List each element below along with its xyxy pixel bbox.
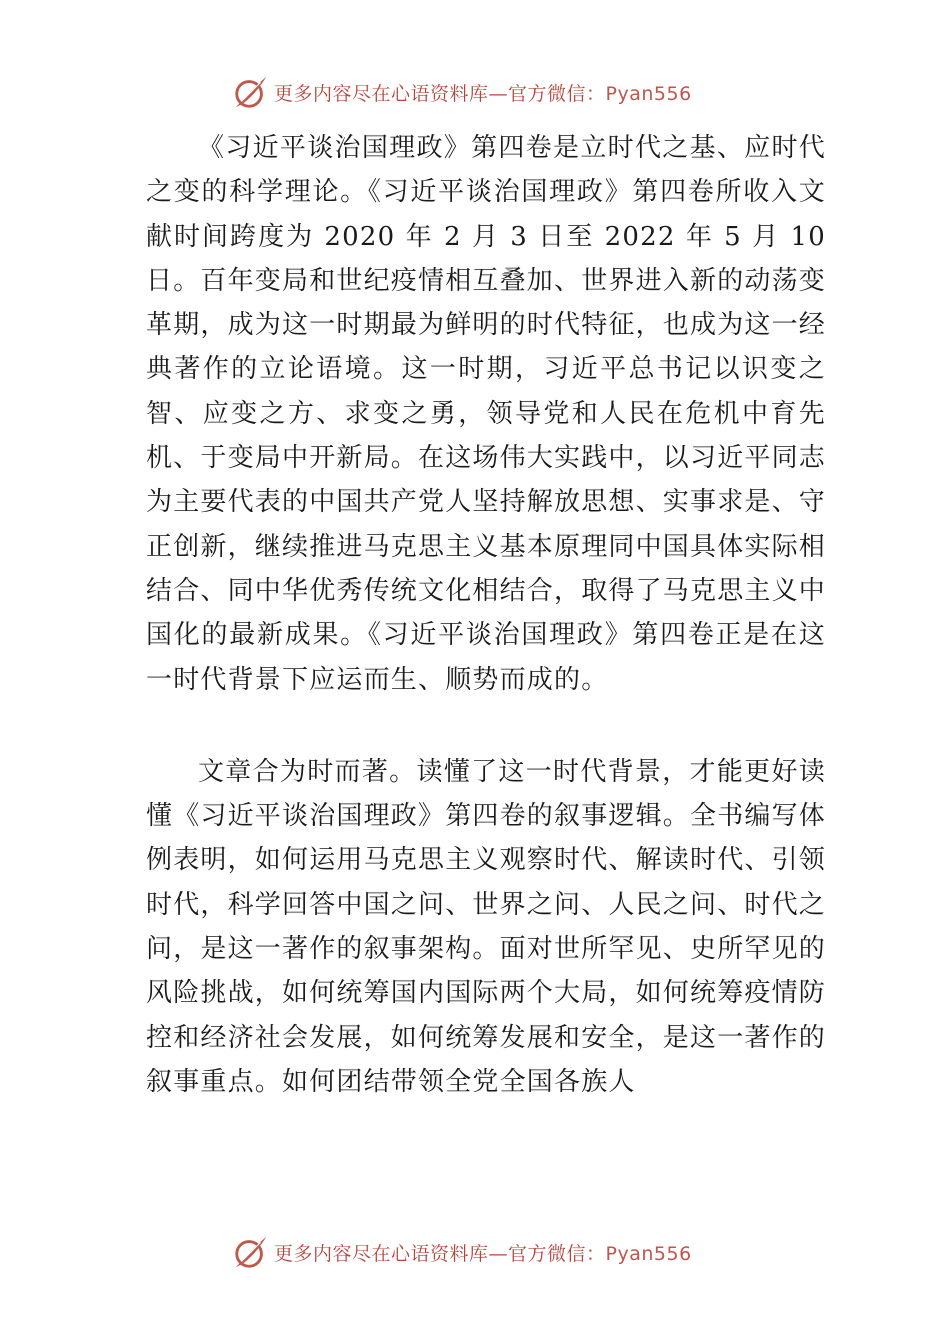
header-watermark [232, 72, 752, 112]
watermark-text: 更多内容尽在心语资料库—官方微信：Pyan556 [274, 82, 692, 105]
paragraph-1: 《习近平谈治国理政》第四卷是立时代之基、应时代之变的科学理论。《习近平谈治国理政》第四卷所收入文献时间跨度为 2020 年 2 月 3 日至 2022 年 5 月 10 日。百年变局和世纪疫情相互叠加、世界进入新的动荡变革期，成为这一时期最为鲜明的时代特征，也成为这一经典著作的立论语境。这一时期，习近平总书记以识变之智、应变之方、求变之勇，领导党和人民在危机中育先机、于变局中开新局。在这场伟大实践中，以习近平同志为主要代表的中国共产党人坚持解放思想、实事求是、守正创新，继续推进马克思主义基本原理同中国具体实际相结合、同中华优秀传统文化相结合，取得了马克思主义中国化的最新成果。《习近平谈治国理政》第四卷正是在这一时代背景下应运而生、顺势而成的。 [146, 133, 827, 695]
quill-logo-icon [232, 73, 270, 111]
quill-logo-icon [232, 1233, 270, 1271]
paragraph-2: 文章合为时而著。读懂了这一时代背景，才能更好读懂《习近平谈治国理政》第四卷的叙事逻辑。全书编写体例表明，如何运用马克思主义观察时代、解读时代、引领时代，科学回答中国之问、世界之问、人民之问、时代之问，是这一著作的叙事架构。面对世所罕见、史所罕见的风险挑战，如何统筹国内国际两个大局，如何统筹疫情防控和经济社会发展，如何统筹发展和安全，是这一著作的叙事重点。如何团结带领全党全国各族人 [146, 756, 827, 1097]
footer-watermark [232, 1232, 752, 1272]
watermark-text: 更多内容尽在心语资料库—官方微信：Pyan556 [274, 1242, 692, 1265]
document-body [146, 126, 826, 1104]
